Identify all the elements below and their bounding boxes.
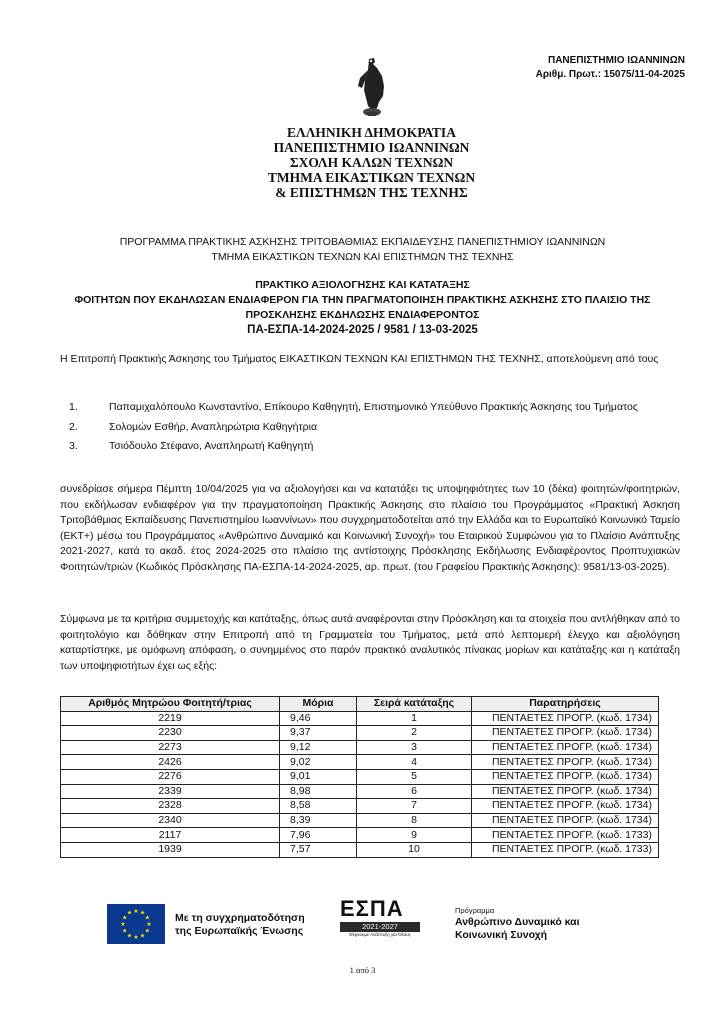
svg-text:★: ★ xyxy=(126,909,133,917)
rank-cell: 3 xyxy=(357,740,472,755)
table-row xyxy=(61,799,659,814)
member-text: Σολομών Εσθήρ, Αναπληρώτρια Καθηγήτρια xyxy=(109,420,318,433)
svg-text:★: ★ xyxy=(139,909,146,917)
table-row xyxy=(61,828,659,843)
table-row xyxy=(61,784,659,799)
reference-block xyxy=(536,54,685,82)
svg-text:★: ★ xyxy=(126,932,133,940)
header-line: & ΕΠΙΣΤΗΜΩΝ ΤΗΣ ΤΕΧΝΗΣ xyxy=(275,185,468,200)
header-line: ΤΜΗΜΑ ΕΙΚΑΣΤΙΚΩΝ ΤΕΧΝΩΝ xyxy=(267,170,476,185)
points-cell: 7,57 xyxy=(280,842,357,857)
svg-text:★: ★ xyxy=(122,927,128,935)
points-cell: 8,98 xyxy=(280,784,357,799)
points-cell: 9,02 xyxy=(280,755,357,770)
program-name-line: Κοινωνική Συνοχή xyxy=(455,929,548,941)
svg-text:★: ★ xyxy=(146,921,152,928)
list-item xyxy=(60,400,680,416)
notes-cell: ΠΕΝΤΑΕΤΕΣ ΠΡΟΓΡ. (κωδ. 1733) xyxy=(472,828,659,843)
reference-protocol: Αριθμ. Πρωτ.: 15075/11-04-2025 xyxy=(535,69,685,80)
notes-cell: ΠΕΝΤΑΕΤΕΣ ΠΡΟΓΡ. (κωδ. 1734) xyxy=(472,784,659,799)
notes-cell: ΠΕΝΤΑΕΤΕΣ ΠΡΟΓΡ. (κωδ. 1734) xyxy=(472,813,659,828)
svg-text:★: ★ xyxy=(120,921,126,928)
table-row xyxy=(61,813,659,828)
program-logo xyxy=(455,906,580,942)
table-row xyxy=(61,769,659,784)
points-cell: 8,58 xyxy=(280,799,357,814)
svg-text:★: ★ xyxy=(133,934,139,941)
ranking-table xyxy=(60,696,659,858)
list-item xyxy=(60,420,680,436)
notes-cell: ΠΕΝΤΑΕΤΕΣ ΠΡΟΓΡ. (κωδ. 1733) xyxy=(472,842,659,857)
notes-cell: ΠΕΝΤΑΕΤΕΣ ΠΡΟΓΡ. (κωδ. 1734) xyxy=(472,755,659,770)
table-row xyxy=(61,726,659,741)
eu-cofunding-text xyxy=(175,912,305,938)
table-row xyxy=(61,755,659,770)
student-id-cell: 2328 xyxy=(61,799,280,814)
criteria-paragraph: Σύμφωνα με τα κριτήρια συμμετοχής και κατάταξης, όπως αυτά αναφέρονται στην Πρόσκληση και τα στοιχεία που αντλήθηκαν από το φοιτητολόγιο και δόθηκαν στην Επιτροπή από τη Γραμματεία του Τμήματος, μετά από λεπτομερή έλεγχο και αξιολόγηση καταρτίστηκε, με ομόφωνη απόφαση, ο συνημμένος στο παρόν πρακτικό αναλυτικός πίνακας μορίων και κατάταξης και η κατάταξη των υποψηφιοτήτων έχει ως εξής: xyxy=(60,613,680,672)
rank-cell: 7 xyxy=(357,799,472,814)
reference-university: ΠΑΝΕΠΙΣΤΗΜΙΟ ΙΩΑΝΝΙΝΩΝ xyxy=(547,55,685,66)
student-id-cell: 2219 xyxy=(61,711,280,726)
list-number: 1. xyxy=(69,401,78,413)
svg-text:★: ★ xyxy=(139,932,146,940)
table-row xyxy=(61,842,659,857)
program-heading xyxy=(0,235,725,265)
header-line: ΣΧΟΛΗ ΚΑΛΩΝ ΤΕΧΝΩΝ xyxy=(289,155,454,170)
rank-cell: 6 xyxy=(357,784,472,799)
program-label: Πρόγραμμα xyxy=(455,906,495,915)
rank-cell: 8 xyxy=(357,813,472,828)
espa-slogan: Φέρνουμε Ανάπτυξη για Όλους xyxy=(349,932,411,937)
points-cell: 9,01 xyxy=(280,769,357,784)
points-cell: 7,96 xyxy=(280,828,357,843)
meeting-paragraph: συνεδρίασε σήμερα Πέμπτη 10/04/2025 για να αξιολογήσει και να κατατάξει τις υποψηφιότητες των 10 (δέκα) φοιτητών/φοιτητριών, που εκδήλωσαν ενδιαφέρον για την πραγματοποίηση Πρακτικής Άσκησης στο πλαίσιο του Προγράμματος «Πρακτική Άσκηση Τριτοβάθμιας Εκπαίδευσης Πανεπιστημίου Ιωαννίνων» που συγχρηματοδοτείται από την Ελλάδα και το Ευρωπαϊκό Κοινωνικό Ταμείο (ΕΚΤ+) μέσω του Προγράμματος «Ανθρώπινο Δυναμικό και Κοινωνική Συνοχή» του Εταιρικού Συμφώνου για το Πλαίσιο Ανάπτυξης 2021-2027, κατά το ακαδ. έτος 2024-2025 στο πλαίσιο της αντίστοιχης Πρόσκλησης Εκδήλωσης Ενδιαφέροντος Προπτυχιακών Φοιτητών/τριών (Κωδικός Πρόσκλησης ΠΑ-ΕΣΠΑ-14-2024-2025, αρ. πρωτ. (του Γραφείου Πρακτικής Άσκησης): 9581/13-03-2025). xyxy=(60,483,680,573)
header-line: ΕΛΛΗΝΙΚΗ ΔΗΜΟΚΡΑΤΙΑ xyxy=(287,125,456,140)
svg-text:★: ★ xyxy=(133,908,139,915)
student-id-cell: 1939 xyxy=(61,842,280,857)
program-line: ΠΡΟΓΡΑΜΜΑ ΠΡΑΚΤΙΚΗΣ ΑΣΚΗΣΗΣ ΤΡΙΤΟΒΑΘΜΙΑΣ ΕΚΠΑΙΔΕΥΣΗΣ ΠΑΝΕΠΙΣΤΗΜΙΟΥ ΙΩΑΝΝΙΝΩΝ xyxy=(119,236,606,248)
student-id-cell: 2426 xyxy=(61,755,280,770)
list-number: 2. xyxy=(69,420,78,433)
eu-line: της Ευρωπαϊκής Ένωσης xyxy=(175,925,304,937)
student-id-cell: 2117 xyxy=(61,828,280,843)
title-code: ΠΑ-ΕΣΠΑ-14-2024-2025 / 9581 / 13-03-2025 xyxy=(247,324,478,336)
list-number: 3. xyxy=(69,440,78,452)
rank-cell: 5 xyxy=(357,769,472,784)
column-header: Παρατηρήσεις xyxy=(472,697,659,712)
eagle-emblem-icon xyxy=(352,56,392,118)
table-row xyxy=(61,711,659,726)
notes-cell: ΠΕΝΤΑΕΤΕΣ ΠΡΟΓΡ. (κωδ. 1734) xyxy=(472,711,659,726)
title-line: ΦΟΙΤΗΤΩΝ ΠΟΥ ΕΚΔΗΛΩΣΑΝ ΕΝΔΙΑΦΕΡΟΝ ΓΙΑ ΤΗΝ ΠΡΑΓΜΑΤΟΠΟΙΗΣΗ ΠΡΑΚΤΙΚΗΣ ΑΣΚΗΣΗΣ ΣΤΟ ΠΛΑΙΣΙΟ ΤΗΣ xyxy=(74,294,651,306)
student-id-cell: 2276 xyxy=(61,769,280,784)
student-id-cell: 2339 xyxy=(61,784,280,799)
column-header: Αριθμός Μητρώου Φοιτητή/τριας xyxy=(61,697,280,712)
document-title xyxy=(0,278,725,338)
rank-cell: 9 xyxy=(357,828,472,843)
student-id-cell: 2230 xyxy=(61,726,280,741)
committee-members-list xyxy=(60,400,680,459)
points-cell: 9,12 xyxy=(280,740,357,755)
institution-header xyxy=(0,125,725,200)
title-line: ΠΡΑΚΤΙΚΟ ΑΞΙΟΛΟΓΗΣΗΣ ΚΑΙ ΚΑΤΑΤΑΞΗΣ xyxy=(255,279,470,291)
svg-text:★: ★ xyxy=(122,914,128,922)
eu-line: Με τη συγχρηματοδότηση xyxy=(175,912,305,924)
table-row xyxy=(61,740,659,755)
rank-cell: 1 xyxy=(357,711,472,726)
table-header-row xyxy=(61,697,659,712)
program-name-line: Ανθρώπινο Δυναμικό και xyxy=(455,916,580,928)
notes-cell: ΠΕΝΤΑΕΤΕΣ ΠΡΟΓΡ. (κωδ. 1734) xyxy=(472,769,659,784)
svg-text:★: ★ xyxy=(144,914,150,922)
espa-years: 2021-2027 xyxy=(340,922,420,932)
header-line: ΠΑΝΕΠΙΣΤΗΜΙΟ ΙΩΑΝΝΙΝΩΝ xyxy=(273,140,470,155)
student-id-cell: 2273 xyxy=(61,740,280,755)
notes-cell: ΠΕΝΤΑΕΤΕΣ ΠΡΟΓΡ. (κωδ. 1734) xyxy=(472,799,659,814)
student-id-cell: 2340 xyxy=(61,813,280,828)
rank-cell: 10 xyxy=(357,842,472,857)
rank-cell: 2 xyxy=(357,726,472,741)
program-line: ΤΜΗΜΑ ΕΙΚΑΣΤΙΚΩΝ ΤΕΧΝΩΝ ΚΑΙ ΕΠΙΣΤΗΜΩΝ ΤΗΣ ΤΕΧΝΗΣ xyxy=(211,251,514,263)
espa-logo-icon xyxy=(340,898,420,946)
title-line: ΠΡΟΣΚΛΗΣΗΣ ΕΚΔΗΛΩΣΗΣ ΕΝΔΙΑΦΕΡΟΝΤΟΣ xyxy=(245,309,480,321)
member-text: Τσιόδουλο Στέφανο, Αναπληρωτή Καθηγητή xyxy=(109,440,314,452)
svg-text:★: ★ xyxy=(144,927,150,935)
member-text: Παπαμιχαλόπουλο Κωνσταντίνο, Επίκουρο Καθηγητή, Επιστημονικό Υπεύθυνο Πρακτικής Άσκησης του Τμήματος xyxy=(109,401,638,413)
points-cell: 8,39 xyxy=(280,813,357,828)
eu-flag-icon xyxy=(107,904,165,944)
list-item xyxy=(60,439,680,455)
rank-cell: 4 xyxy=(357,755,472,770)
notes-cell: ΠΕΝΤΑΕΤΕΣ ΠΡΟΓΡ. (κωδ. 1734) xyxy=(472,726,659,741)
column-header: Μόρια xyxy=(280,697,357,712)
points-cell: 9,46 xyxy=(280,711,357,726)
notes-cell: ΠΕΝΤΑΕΤΕΣ ΠΡΟΓΡ. (κωδ. 1734) xyxy=(472,740,659,755)
espa-title: ΕΣΠΑ xyxy=(340,896,404,921)
intro-paragraph: Η Επιτροπή Πρακτικής Άσκησης του Τμήματος ΕΙΚΑΣΤΙΚΩΝ ΤΕΧΝΩΝ ΚΑΙ ΕΠΙΣΤΗΜΩΝ ΤΗΣ ΤΕΧΝΗΣ, αποτελούμενη από τους xyxy=(60,353,659,365)
points-cell: 9,37 xyxy=(280,726,357,741)
page-number: 1 από 3 xyxy=(349,965,376,975)
column-header: Σειρά κατάταξης xyxy=(357,697,472,712)
